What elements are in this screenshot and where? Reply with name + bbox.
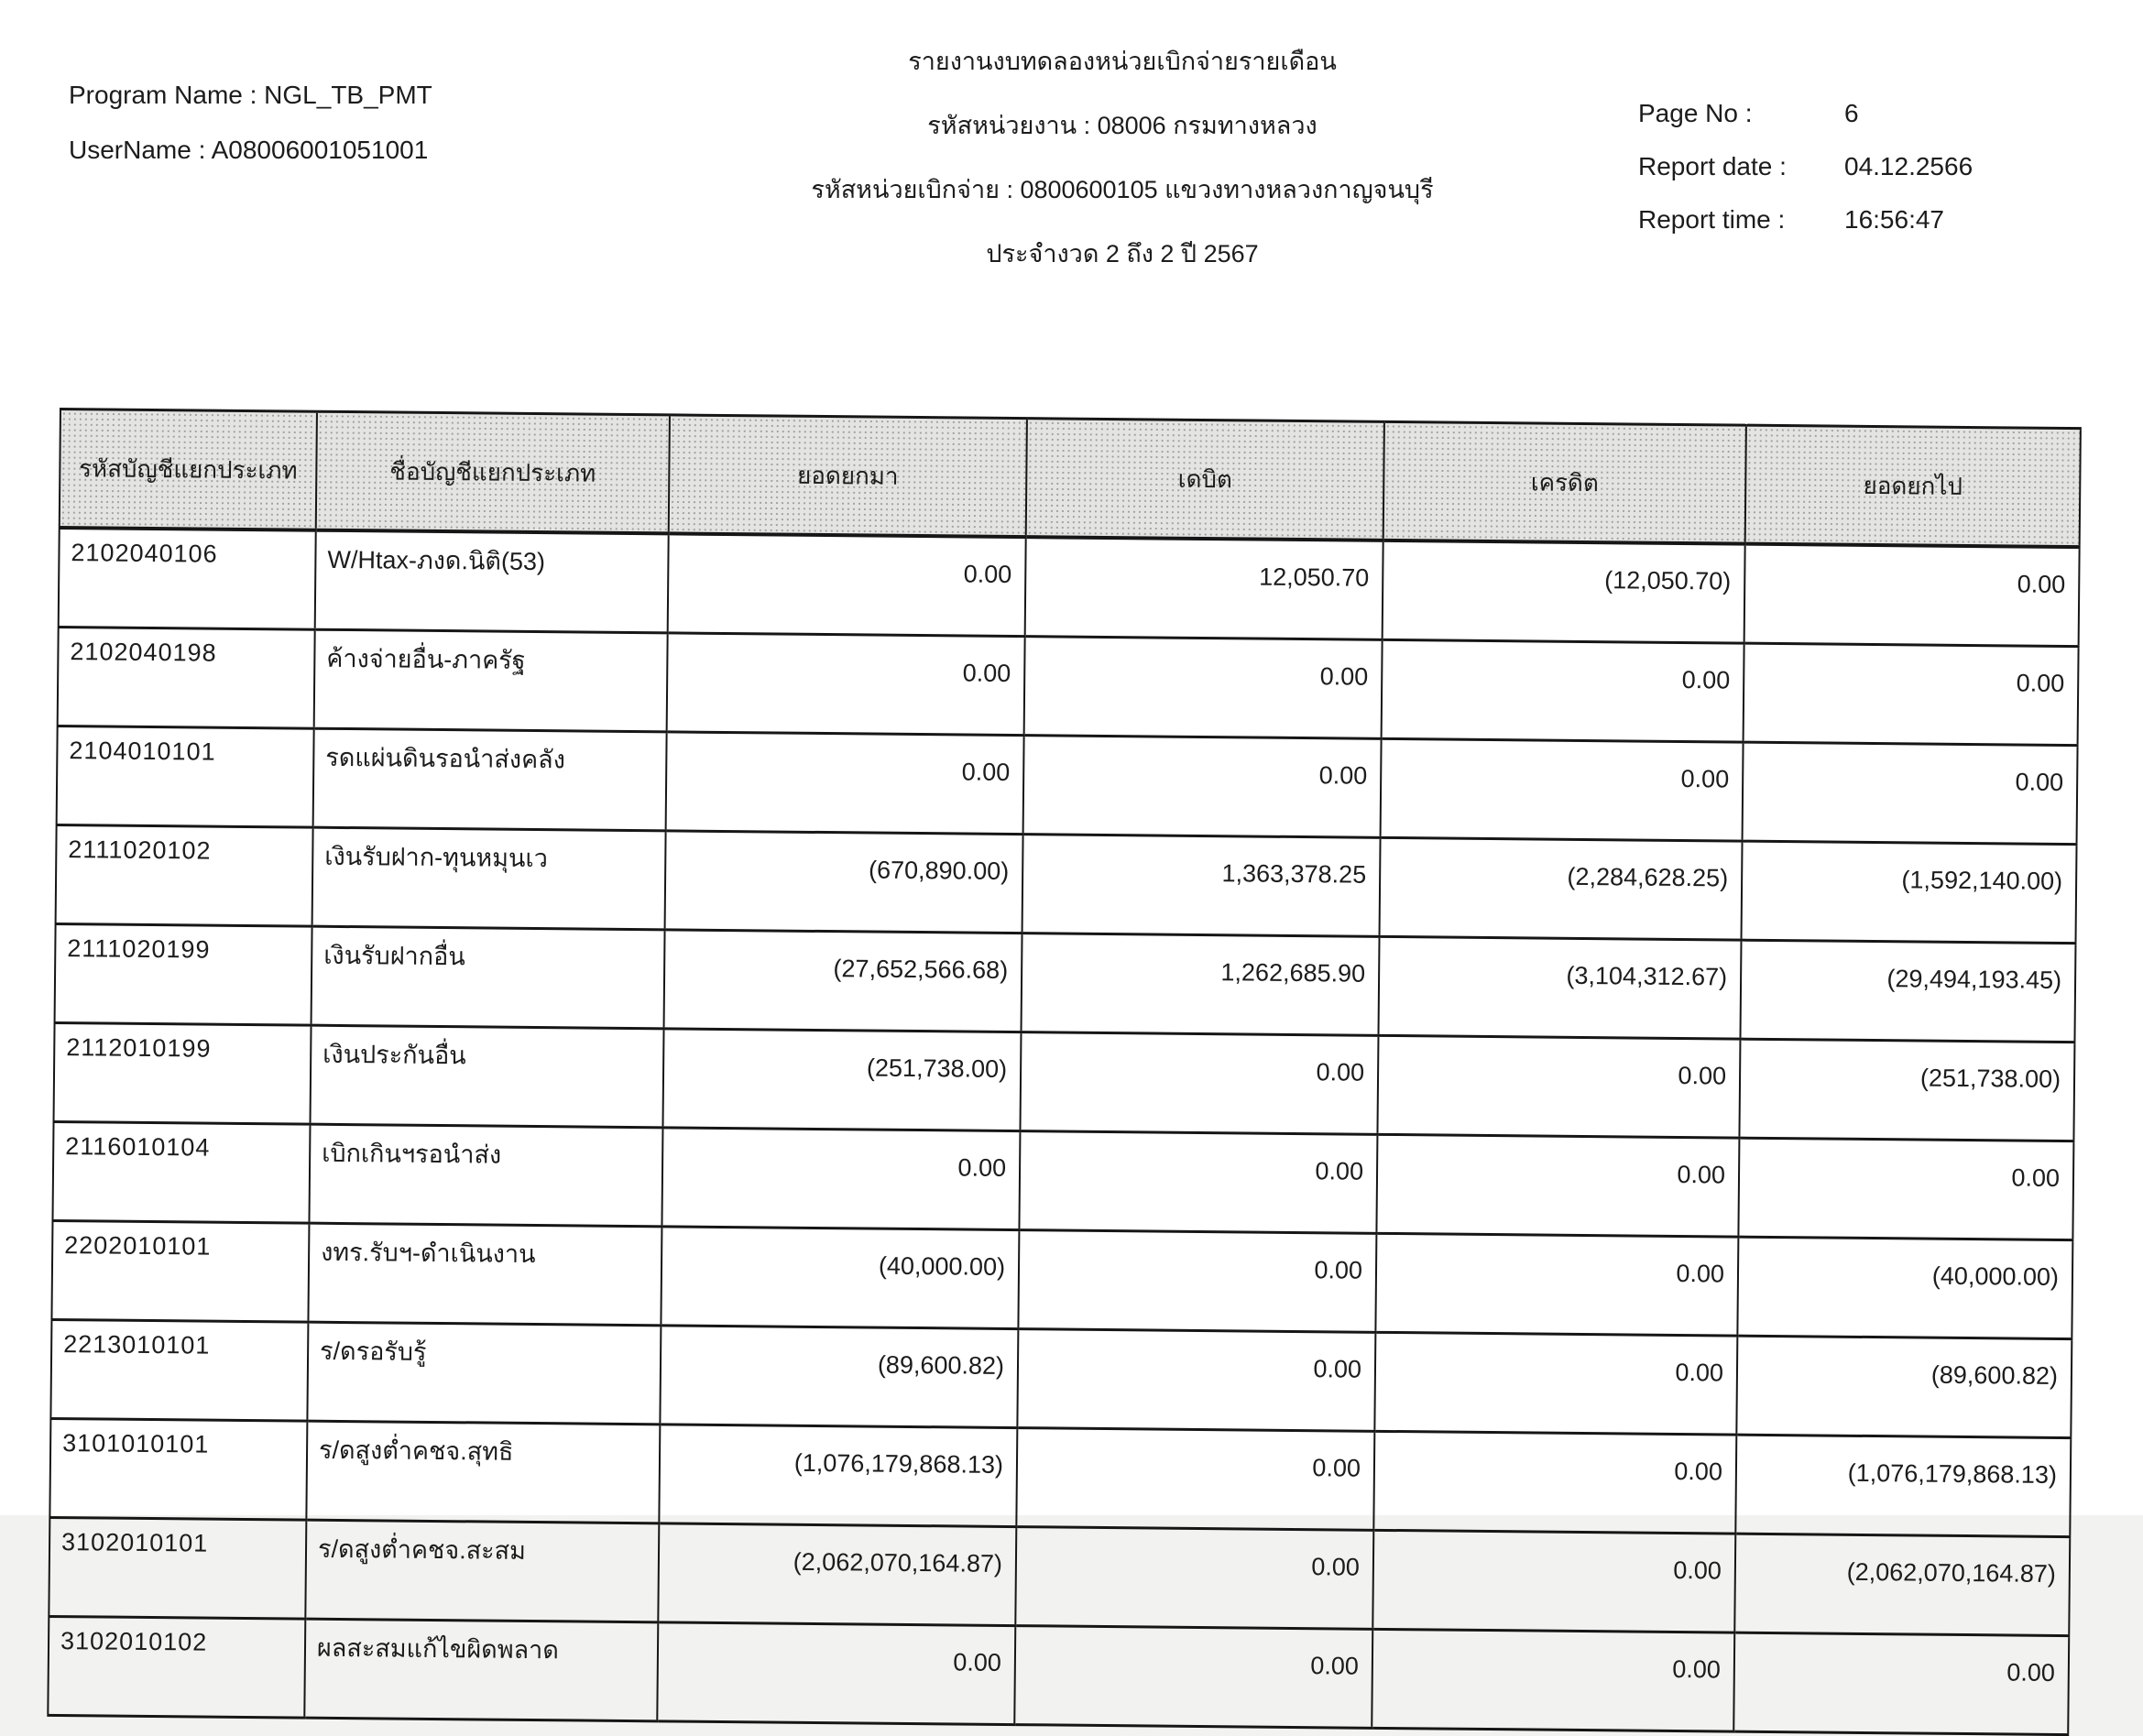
col-header-account-name: ชื่อบัญชีแยกประเภท	[316, 411, 670, 533]
table-row	[52, 1121, 2073, 1239]
report-time-label: Report time :	[1638, 205, 1786, 234]
cell-code: 3102010101	[49, 1517, 306, 1619]
username-line: UserName : A08006001051001	[69, 136, 429, 164]
page-no-row	[1638, 99, 1973, 128]
cell-credit: 0.00	[1372, 1629, 1734, 1731]
cell-credit: (12,050.70)	[1383, 540, 1745, 643]
cell-debit: 0.00	[1016, 1428, 1374, 1531]
table-header	[60, 409, 2081, 548]
cell-carried-forward: 0.00	[1743, 742, 2078, 844]
cell-brought-forward: (2,062,070,164.87)	[658, 1523, 1016, 1626]
cell-credit: 0.00	[1377, 1035, 1740, 1138]
col-header-debit: เดบิต	[1026, 419, 1384, 540]
cell-code: 2102040106	[59, 528, 316, 629]
cell-brought-forward: (27,652,566.68)	[664, 930, 1022, 1032]
cell-credit: (3,104,312.67)	[1378, 936, 1741, 1039]
cell-code: 2111020199	[55, 923, 312, 1025]
trial-balance-table	[47, 408, 2082, 1736]
cell-debit: 0.00	[1023, 736, 1382, 838]
table-row	[50, 1319, 2072, 1437]
report-time-value: 16:56:47	[1844, 205, 1944, 234]
cell-credit: 0.00	[1376, 1134, 1739, 1237]
table-row	[51, 1220, 2072, 1338]
cell-debit: 1,262,685.90	[1022, 934, 1380, 1036]
report-date-value: 04.12.2566	[1844, 152, 1974, 180]
header-left-block	[69, 81, 432, 191]
cell-credit: 0.00	[1381, 738, 1744, 841]
cell-code: 3102010102	[48, 1616, 305, 1718]
cell-debit: 12,050.70	[1025, 537, 1383, 639]
cell-brought-forward: 0.00	[657, 1622, 1015, 1725]
table-row	[56, 824, 2077, 943]
col-header-credit: เครดิต	[1383, 421, 1746, 543]
cell-carried-forward: (1,076,179,868.13)	[1735, 1435, 2071, 1536]
cell-name: ผลสะสมแก้ไขผิดพลาด	[304, 1619, 658, 1721]
cell-name: เบิกเกินฯรอนำส่ง	[309, 1124, 662, 1227]
cell-debit: 0.00	[1014, 1626, 1372, 1729]
col-header-brought-forward: ยอดยกมา	[669, 415, 1027, 537]
cell-debit: 1,363,378.25	[1022, 835, 1381, 937]
cell-code: 2112010199	[54, 1022, 312, 1124]
cell-name: ร/ดรอรับรู้	[307, 1322, 661, 1425]
header-right-block	[1638, 99, 1973, 258]
cell-debit: 0.00	[1015, 1527, 1373, 1630]
trial-balance-table-wrap	[47, 408, 2080, 1736]
cell-name: ร/ดสูงต่ำคชจ.สะสม	[305, 1520, 659, 1622]
table-row	[54, 1022, 2075, 1141]
col-header-account-code: รหัสบัญชีแยกประเภท	[60, 409, 317, 530]
report-title: รายงานงบทดลองหน่วยเบิกจ่ายรายเดือน	[908, 48, 1337, 75]
cell-code: 2111020102	[56, 824, 313, 926]
table-header-row	[60, 409, 2081, 548]
cell-carried-forward: (40,000.00)	[1737, 1237, 2072, 1338]
cell-credit: 0.00	[1372, 1530, 1735, 1632]
cell-code: 3101010101	[49, 1418, 307, 1520]
cell-credit: (2,284,628.25)	[1380, 837, 1743, 940]
cell-brought-forward: 0.00	[668, 533, 1026, 636]
cell-debit: 0.00	[1017, 1329, 1375, 1432]
cell-name: W/Htax-ภงด.นิติ(53)	[315, 530, 669, 633]
cell-name: ค้างจ่ายอื่น-ภาครัฐ	[314, 629, 668, 732]
table-row	[57, 726, 2078, 844]
cell-code: 2104010101	[57, 726, 314, 827]
page-no-label: Page No :	[1638, 99, 1753, 127]
cell-brought-forward: 0.00	[661, 1128, 1020, 1230]
table-row	[55, 923, 2076, 1042]
cell-carried-forward: 0.00	[1744, 544, 2080, 647]
cell-name: เงินรับฝาก-ทุนหมุนเว	[312, 827, 666, 930]
cell-brought-forward: (1,076,179,868.13)	[659, 1425, 1017, 1527]
disbursement-unit-line: รหัสหน่วยเบิกจ่าย : 0800600105 แขวงทางหลวงกาญจนบุรี	[811, 176, 1434, 203]
table-row	[48, 1616, 2069, 1734]
cell-carried-forward: 0.00	[1733, 1632, 2069, 1734]
cell-debit: 0.00	[1024, 637, 1383, 739]
cell-code: 2213010101	[50, 1319, 308, 1421]
cell-brought-forward: (251,738.00)	[662, 1029, 1021, 1131]
cell-carried-forward: 0.00	[1738, 1138, 2073, 1239]
cell-brought-forward: 0.00	[666, 732, 1024, 835]
cell-name: เงินรับฝากอื่น	[312, 926, 665, 1029]
cell-debit: 0.00	[1019, 1131, 1377, 1234]
cell-name: รดแผ่นดินรอนำส่งคลัง	[313, 728, 667, 831]
header-center-block	[568, 41, 1677, 298]
cell-carried-forward: 0.00	[1744, 643, 2079, 745]
cell-brought-forward: (670,890.00)	[665, 831, 1023, 934]
cell-brought-forward: (89,600.82)	[660, 1326, 1018, 1428]
report-date-label: Report date :	[1638, 152, 1787, 180]
cell-debit: 0.00	[1020, 1032, 1378, 1135]
table-row	[49, 1517, 2070, 1635]
cell-credit: 0.00	[1382, 639, 1744, 742]
cell-debit: 0.00	[1018, 1230, 1376, 1333]
report-date-row	[1638, 152, 1973, 181]
report-time-row	[1638, 205, 1973, 235]
table-body	[48, 528, 2079, 1735]
cell-name: งทร.รับฯ-ดำเนินงาน	[308, 1223, 661, 1326]
cell-carried-forward: (251,738.00)	[1739, 1039, 2074, 1141]
cell-code: 2116010104	[52, 1121, 310, 1223]
page-no-value: 6	[1844, 99, 1859, 127]
cell-carried-forward: (89,600.82)	[1736, 1336, 2072, 1437]
cell-credit: 0.00	[1374, 1332, 1737, 1435]
col-header-carried-forward: ยอดยกไป	[1745, 425, 2081, 547]
table-row	[49, 1418, 2071, 1536]
cell-name: ร/ดสูงต่ำคชจ.สุทธิ	[306, 1421, 660, 1523]
cell-name: เงินประกันอื่น	[311, 1025, 664, 1128]
table-row	[59, 528, 2080, 647]
cell-code: 2202010101	[51, 1220, 309, 1322]
period-line: ประจำงวด 2 ถึง 2 ปี 2567	[986, 240, 1259, 267]
cell-carried-forward: (2,062,070,164.87)	[1734, 1534, 2070, 1635]
cell-carried-forward: (29,494,193.45)	[1740, 940, 2075, 1042]
program-name-line: Program Name : NGL_TB_PMT	[69, 81, 432, 109]
cell-credit: 0.00	[1373, 1431, 1736, 1534]
agency-line: รหัสหน่วยงาน : 08006 กรมทางหลวง	[927, 112, 1318, 139]
cell-brought-forward: (40,000.00)	[661, 1227, 1019, 1329]
cell-credit: 0.00	[1375, 1233, 1738, 1336]
cell-code: 2102040198	[58, 627, 315, 728]
table-row	[58, 627, 2079, 745]
cell-carried-forward: (1,592,140.00)	[1742, 841, 2077, 943]
cell-brought-forward: 0.00	[667, 633, 1025, 736]
